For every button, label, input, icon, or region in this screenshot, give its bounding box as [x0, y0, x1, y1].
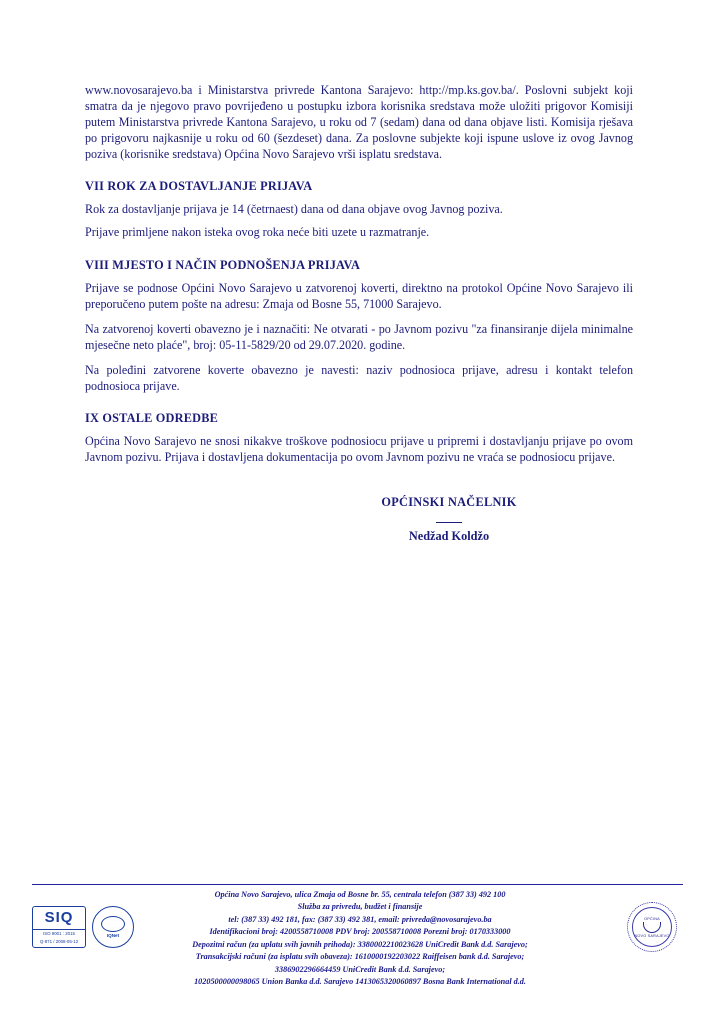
iqnet-logo-text: IQNet: [106, 933, 120, 938]
seal-inner-ring: [632, 907, 672, 947]
intro-paragraph: www.novosarajevo.ba i Ministarstva privrede Kantona Sarajevo: http://mp.ks.gov.ba/. Poslovni subjekt koji smatra da je njegovo pravo povrijeđeno u postupku izbora korisnika sredstava može uložiti prigovor Komisiji putem Ministarstva privrede Kantona Sarajevo, u roku od 7 (sedam) dana od dana objave listi. Komisija rješava po prigovoru najkasnije u roku od 60 (šezdeset) dana. Za poslovne subjekte koji ispune uslove iz ovog Javnog poziva (korisnike sredstava) Općina Novo Sarajevo vrši isplatu sredstava.: [85, 83, 633, 162]
document-body: [85, 82, 633, 544]
footer-contact-info: [110, 889, 610, 989]
section-ix-paragraph-1: Općina Novo Sarajevo ne snosi nikakve troškove podnosiocu prijave u pripremi i dostavljanju prijave po ovom Javnom pozivu. Prijava i dostavljena dokumentacija po ovom Javnom pozivu ne vraća se podnosiocu prijave.: [85, 434, 633, 465]
footer-divider: [32, 884, 683, 885]
signature-title: OPĆINSKI NAČELNIK: [381, 495, 517, 510]
seal-bottom-text: NOVO SARAJEVO: [634, 933, 670, 938]
signature-name: Nedžad Koldžo: [408, 529, 490, 544]
footer-line-4: Identifikacioni broj: 4200558710008 PDV broj: 200558710008 Porezni broj: 0170333000: [209, 927, 511, 937]
section-vii-paragraph-2: Prijave primljene nakon isteka ovog roka neće biti uzete u razmatranje.: [85, 225, 430, 240]
footer-line-1: Općina Novo Sarajevo, ulica Zmaja od Bosne br. 55, centrala telefon (387 33) 492 100: [214, 890, 506, 899]
section-vii-paragraph-1: Rok za dostavljanje prijava je 14 (četrnaest) dana od dana objave ovog Javnog poziva.: [85, 202, 503, 217]
footer-line-7: 3386902296664459 UniCredit Bank d.d. Sarajevo;: [274, 964, 446, 974]
municipality-seal-icon: [627, 902, 677, 952]
footer-line-8: 1020500000098065 Union Banka d.d. Sarajevo 1413065320060897 Bosna Bank International d.d.: [194, 977, 526, 987]
footer-line-5: Depozitni račun (za uplatu svih javnih prihoda): 3380002210023628 UniCredit Bank d.d. Sarajevo;: [192, 939, 528, 949]
section-viii-paragraph-1: Prijave se podnose Općini Novo Sarajevo u zatvorenoj koverti, direktno na protokol Općine Novo Sarajevo ili preporučeno putem pošte na adresu: Zmaja od Bosne 55, 71000 Sarajevo.: [85, 280, 633, 311]
section-heading-viii: VIII MJESTO I NAČIN PODNOŠENJA PRIJAVA: [85, 257, 361, 272]
siq-iso-line-1: ISO 9001 : 2015: [33, 929, 85, 938]
signature-rule: [436, 521, 462, 523]
section-viii-paragraph-2: Na zatvorenoj koverti obavezno je i naznačiti: Ne otvarati - po Javnom pozivu "za finansiranje dijela minimalne mjesečne neto plaće", broj: 05-11-5829/20 od 29.07.2020. godine.: [85, 321, 633, 352]
section-heading-ix: IX OSTALE ODREDBE: [85, 411, 219, 426]
footer-line-2: Služba za privredu, budžet i finansije: [297, 902, 423, 912]
section-viii-paragraph-3: Na poleđini zatvorene koverte obavezno je navesti: naziv podnosioca prijave, adresu i kontakt telefon podnosioca prijave.: [85, 362, 633, 393]
signature-block: [85, 495, 633, 544]
footer-line-6: Transakcijski računi (za isplatu svih obaveza): 1610000192203022 Raiffeisen bank d.d. Sarajevo;: [195, 952, 525, 962]
page-footer: [0, 884, 715, 1024]
siq-logo-text: SIQ: [44, 909, 74, 926]
footer-line-3: tel: (387 33) 492 181, fax: (387 33) 492 381, email: privreda@novosarajevo.ba: [228, 914, 492, 924]
seal-top-text: OPĆINA: [644, 916, 660, 921]
siq-logo-icon: [32, 906, 86, 948]
seal-emblem-shape: [643, 922, 661, 933]
section-heading-vii: VII ROK ZA DOSTAVLJANJE PRIJAVA: [85, 179, 313, 194]
siq-iso-line-2: Q-871 / 2008-05-12: [39, 938, 79, 944]
